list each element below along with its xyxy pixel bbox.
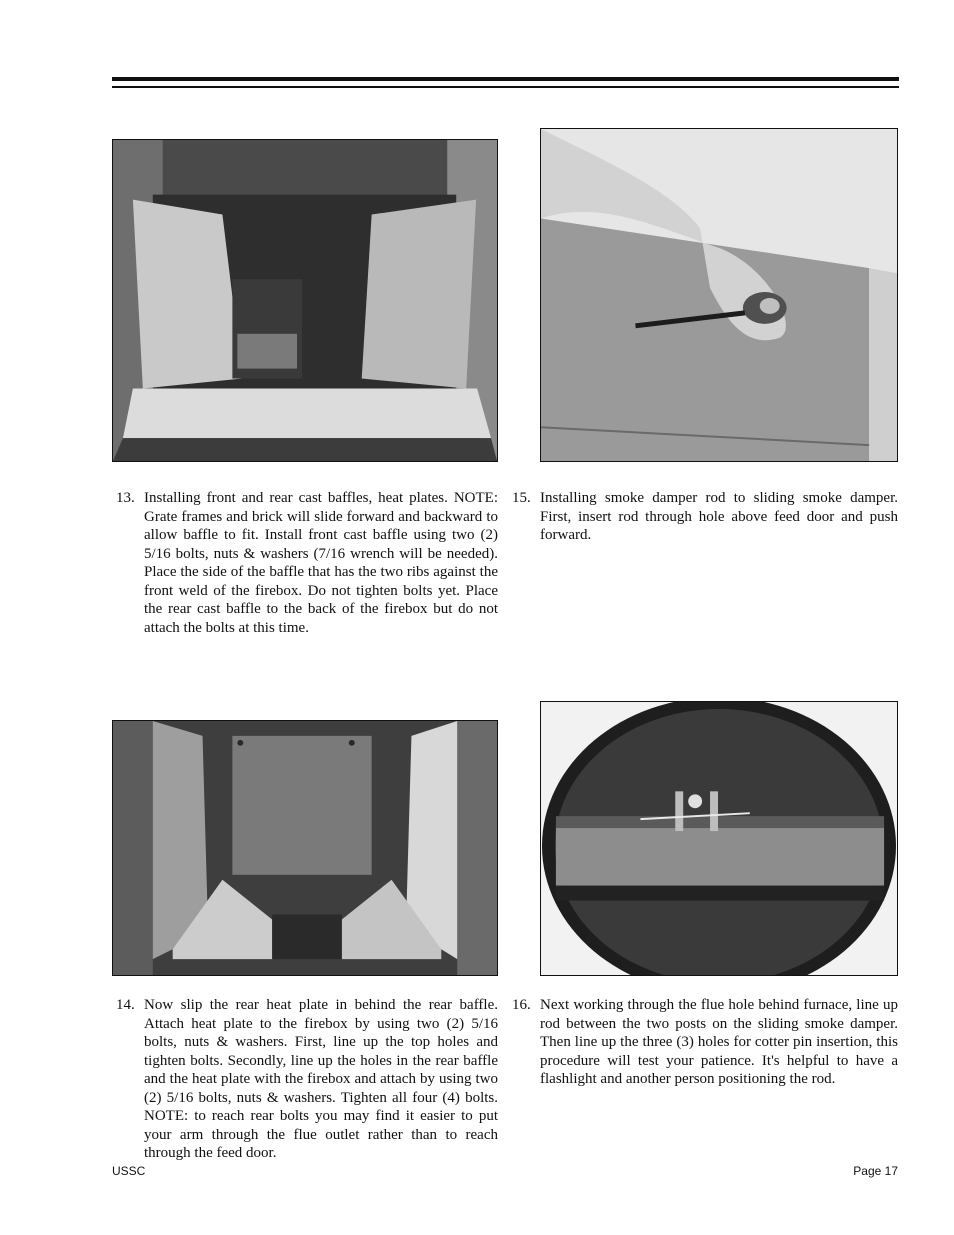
header-rule-thick — [112, 77, 899, 81]
step-16-photo — [540, 701, 898, 976]
step-15-text: Installing smoke damper rod to sliding smoke damper. First, insert rod through hole above feed door and push forward. — [540, 490, 898, 543]
step-15-number: 15. — [512, 490, 531, 506]
step-13-text: Installing front and rear cast baffles, heat plates. NOTE: Grate frames and brick will slide forward and backward to allow baffle to fit. Install front cast baffle using two (2) 5/16 bolts, nuts & washers (7/16 wrench will be needed). Place the side of the baffle that has the two ribs against the front weld of the firebox. Do not tighten bolts yet. Place the rear cast baffle to the back of the firebox but do not attach the bolts at this time. — [144, 490, 498, 636]
step-15 — [512, 489, 898, 549]
footer-left: USSC — [112, 1164, 146, 1178]
step-14-photo — [112, 720, 498, 976]
step-13-number: 13. — [116, 490, 135, 506]
step-16-number: 16. — [512, 997, 531, 1013]
step-14-number: 14. — [116, 997, 135, 1013]
step-13-photo — [112, 139, 498, 462]
step-14 — [116, 996, 498, 1166]
step-15-photo — [540, 128, 898, 462]
step-13 — [116, 489, 498, 659]
footer-page-number: Page 17 — [853, 1164, 898, 1178]
step-16 — [512, 996, 898, 1116]
step-16-text: Next working through the flue hole behind furnace, line up rod between the two posts on the sliding smoke damper. Then line up the three (3) holes for cotter pin insertion, this procedure will test your patience. It's helpful to have a flashlight and another person positioning the rod. — [540, 997, 898, 1087]
step-14-text: Now slip the rear heat plate in behind the rear baffle. Attach heat plate to the firebox by using two (2) 5/16 bolts, nuts & washers. First, line up the top holes and tighten bolts. Secondly, line up the holes in the rear baffle and the heat plate with the firebox and attach by using two (2) 5/16 bolts, nuts & washers. Tighten all four (4) bolts. NOTE: to reach rear bolts you may find it easier to put your arm through the flue outlet rather than to reach through the feed door. — [144, 997, 498, 1161]
header-rule-thin — [112, 86, 899, 88]
